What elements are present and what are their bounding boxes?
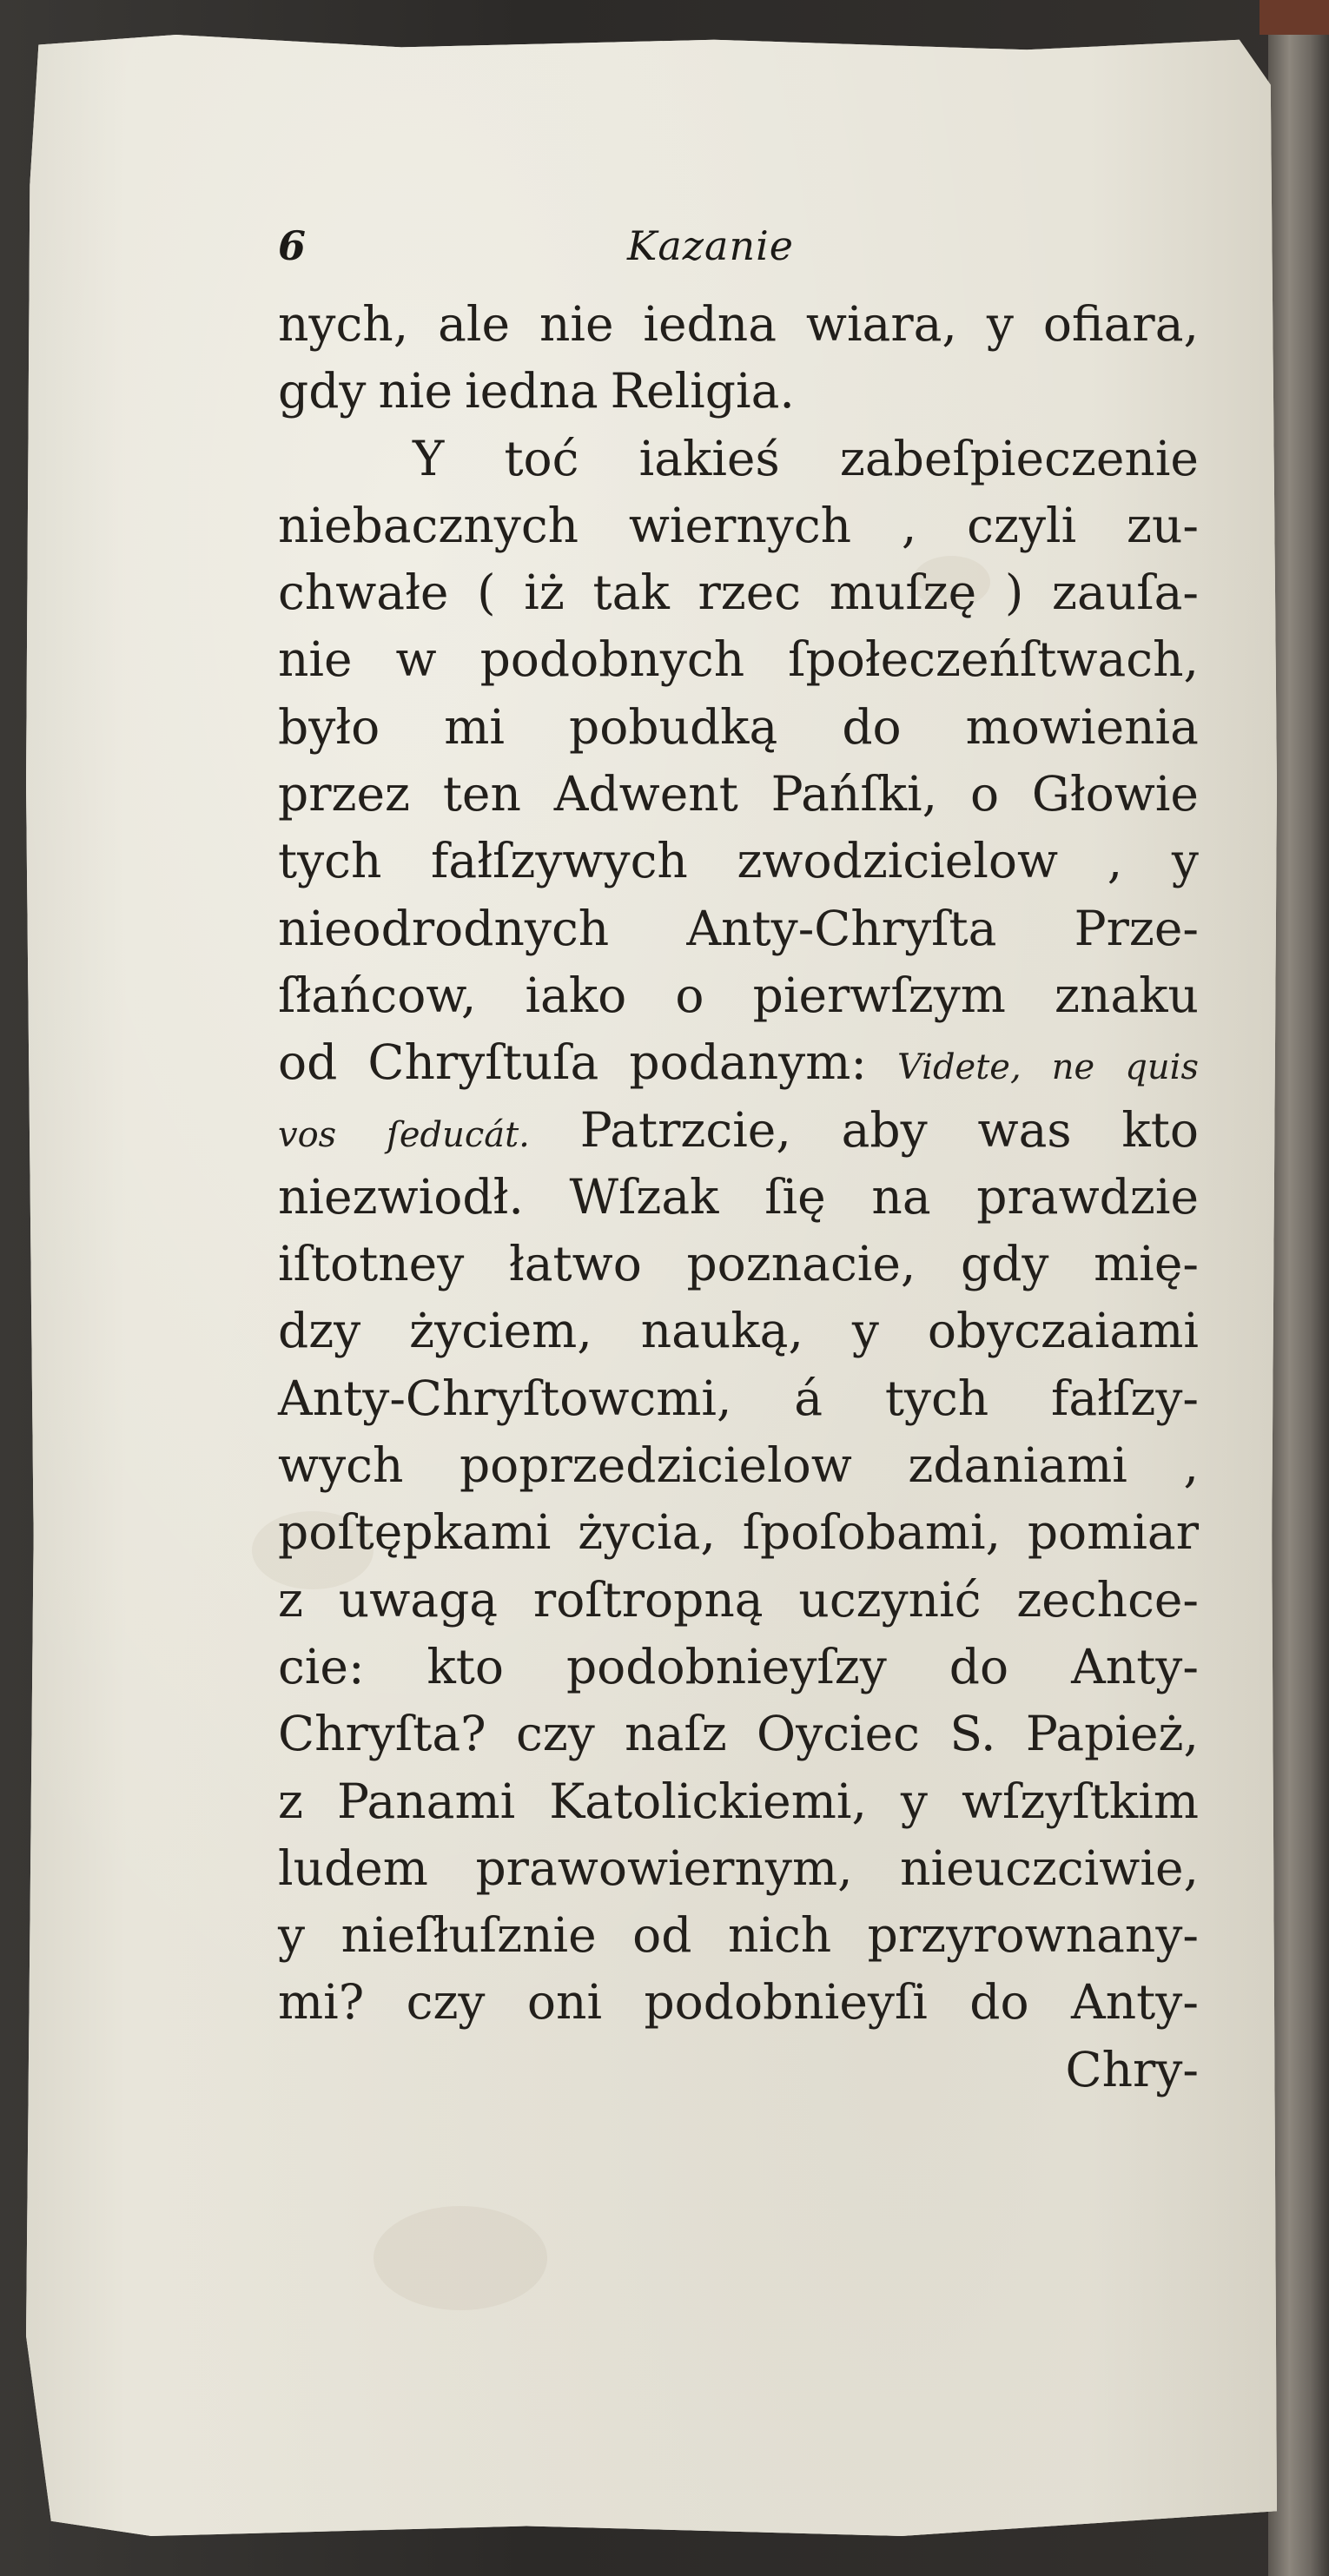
word: y [1171,833,1199,889]
word: cie: [278,1638,365,1694]
word: iedna [465,363,598,419]
word: nieuczciwie, [900,1840,1199,1896]
word: z [278,1571,303,1628]
text-line [278,626,1199,693]
book-edge [1268,0,1329,2576]
word: od [632,1907,692,1964]
text-line [278,1567,1199,1634]
word: á [794,1370,823,1426]
word: przyrownany- [867,1907,1199,1964]
word: ſię [764,1168,826,1225]
text-line [278,1231,1199,1298]
word: fałſzy- [1051,1370,1199,1426]
word: nieſłuſznie [341,1907,597,1964]
word: gdy [278,363,367,419]
word: zechce- [1016,1571,1199,1628]
word: iakieś [638,430,780,486]
word: Papież, [1025,1706,1199,1762]
word: do [949,1638,1009,1694]
word: iż [524,565,565,621]
text-line [278,1902,1199,1969]
word: prawdzie [976,1168,1199,1225]
word: o [969,766,1000,822]
word: nie [378,363,453,419]
word: Chryſta? [278,1706,486,1762]
word: ofiara, [1042,296,1199,352]
word: S. [949,1706,996,1762]
paper-stain [374,2206,547,2310]
word: ne [1051,1047,1095,1088]
word: ale [438,296,511,352]
word: z [278,1773,303,1829]
word: uwagą [338,1571,499,1628]
word: Adwent [553,766,738,822]
word: muſzę [829,565,977,621]
text-line [278,1634,1199,1701]
word: Wſzak [569,1168,719,1225]
word: Prze- [1074,900,1199,956]
catchword: Chry- [1065,2041,1199,2097]
text-line [278,761,1199,828]
word: zwodzicielow [737,833,1059,889]
word: naſz [625,1706,727,1762]
word: gdy [961,1236,1049,1292]
word: na [871,1168,931,1225]
word: zauſa- [1052,565,1199,621]
word: czyli [967,497,1077,553]
text-line [278,1432,1199,1499]
word: nauką, [640,1303,803,1359]
word: o [675,967,704,1023]
word: ſpołeczeńſtwach, [788,631,1199,688]
word: Videte, [896,1047,1022,1088]
text-line [278,1768,1199,1835]
word: do [842,698,902,755]
text-line [278,358,1199,425]
word: w [395,631,437,688]
word: kto [1121,1101,1199,1158]
word: zdaniami [908,1437,1127,1494]
word: Katolickiemi, [549,1773,867,1829]
word: zabeſpieczenie [839,430,1199,486]
word: zu- [1127,497,1199,553]
word: rzec [698,565,802,621]
word: od [278,1034,338,1091]
word: czy [515,1706,595,1762]
word: ſpoſobami, [742,1504,1002,1561]
word: Oyciec [757,1706,920,1762]
text-line [278,291,1199,358]
word: uczynić [798,1571,982,1628]
text-line [278,426,1199,492]
word: podobnych [479,631,745,688]
word: pomiar [1027,1504,1199,1561]
text-line [278,1365,1199,1432]
page-header [278,215,799,276]
text-line [278,1701,1199,1767]
word: mię- [1094,1236,1199,1292]
word: Anty- [1071,1638,1199,1694]
word: Patrzcie, [579,1101,791,1158]
word: życia, [578,1504,716,1561]
word: , [901,497,917,553]
word: Anty- [1071,1974,1199,2031]
book-spine-top [1260,0,1329,35]
word: fałſzywych [431,833,688,889]
word: y [851,1303,879,1359]
word: y [986,296,1014,352]
word: wiernych [628,497,852,553]
word: toć [504,430,579,486]
word: nie [539,296,614,352]
word: łatwo [508,1236,642,1292]
text-line [278,1164,1199,1231]
text-line [278,492,1199,559]
word: ſeducát. [387,1114,530,1155]
word: Pańſki, [770,766,938,822]
text-line [278,1499,1199,1566]
word: , [1107,833,1123,889]
word: Anty-Chryſta [686,900,997,956]
word: poznacie, [686,1236,916,1292]
word: y [900,1773,928,1829]
word: Panami [336,1773,516,1829]
catchword-line [278,2037,1199,2104]
text-line [278,1097,1199,1164]
word: kto [426,1638,504,1694]
word: roſtropną [532,1571,764,1628]
word: nieodrodnych [278,900,610,956]
word: Religia. [610,363,795,419]
word: czy [406,1974,486,2031]
word: , [1183,1437,1199,1494]
word: podanym: [629,1034,867,1091]
word: Głowie [1031,766,1199,822]
word: ten [442,766,521,822]
word: było [278,698,380,755]
word: wych [278,1437,404,1494]
text-line [278,694,1199,761]
word: podobnieyſi [644,1974,928,2031]
word: ludem [278,1840,428,1896]
word: y [278,1907,306,1964]
running-title: Kazanie [627,222,795,269]
word: wiara, [805,296,957,352]
word: vos [278,1114,337,1155]
word: nie [278,631,353,688]
word: znaku [1055,967,1199,1023]
word: mowienia [965,698,1199,755]
word: dzy [278,1303,361,1359]
word: ſłańcow, [278,967,477,1023]
word: mi? [278,1974,365,2031]
word: niezwiodł. [278,1168,524,1225]
text-line [278,1298,1199,1364]
word: poprzedzicielow [459,1437,852,1494]
body-text [278,291,1199,2104]
word: tych [278,833,382,889]
page-number: 6 [278,222,307,269]
word: pierwſzym [752,967,1006,1023]
word: ) [1004,565,1024,621]
word: iſtotney [278,1236,465,1292]
word: podobnieyſzy [565,1638,887,1694]
text-line [278,1969,1199,2036]
word: poſtępkami [278,1504,552,1561]
text-line [278,962,1199,1029]
word: nych, [278,296,409,352]
word: oni [526,1974,603,2031]
text-line [278,1029,1199,1096]
word: chwałe [278,565,449,621]
word: życiem, [409,1303,592,1359]
word: was [977,1101,1072,1158]
word: iako [525,967,627,1023]
text-line [278,559,1199,626]
word: Chryſtuſa [367,1034,599,1091]
word: obyczaiami [927,1303,1199,1359]
word: Y [413,430,445,486]
word: tych [884,1370,989,1426]
text-line [278,895,1199,962]
word: do [969,1974,1029,2031]
word: wſzyſtkim [961,1773,1199,1829]
text-line [278,1835,1199,1902]
word: ( [477,565,496,621]
word: przez [278,766,411,822]
word: nich [727,1907,832,1964]
word: aby [841,1101,928,1158]
word: iedna [643,296,777,352]
word: mi [444,698,505,755]
word: prawowiernym, [475,1840,853,1896]
word: quis [1125,1047,1199,1088]
word: niebacznych [278,497,579,553]
text-line [278,828,1199,895]
word: pobudką [569,698,778,755]
word: Anty-Chryſtowcmi, [278,1370,732,1426]
word: tak [592,565,670,621]
